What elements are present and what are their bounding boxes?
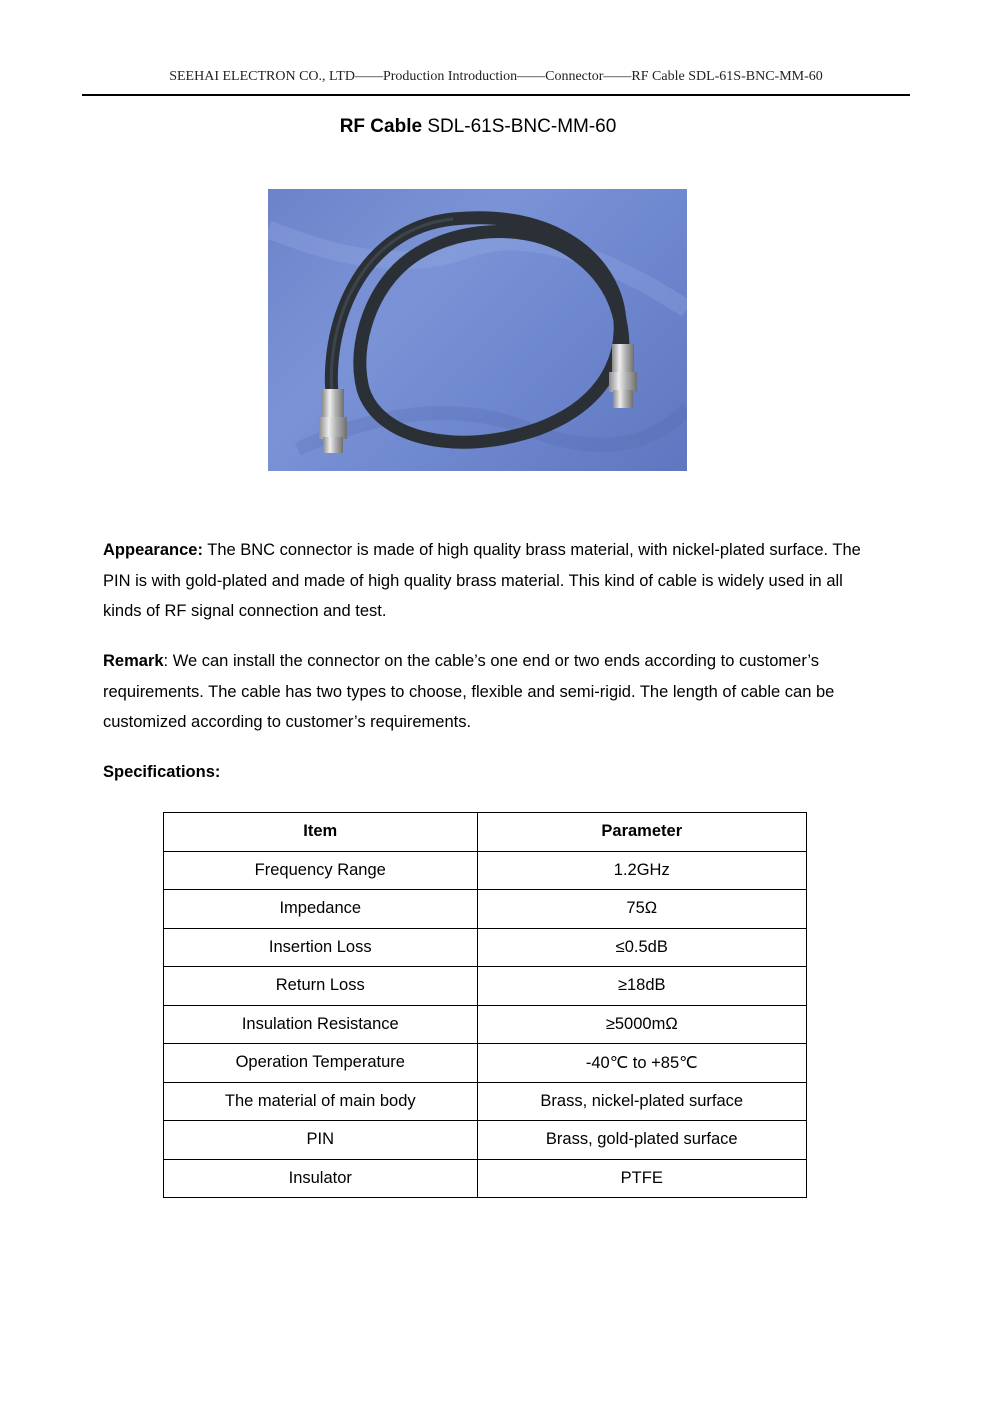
specifications-table: [163, 812, 807, 1198]
table-row: [164, 1082, 807, 1121]
row-item: Insertion Loss: [164, 928, 478, 967]
remark-paragraph: [103, 646, 873, 738]
table-row: [164, 1005, 807, 1044]
appearance-paragraph: [103, 535, 873, 627]
row-parameter: 75Ω: [477, 890, 806, 929]
row-item: Operation Temperature: [164, 1044, 478, 1083]
row-parameter: 1.2GHz: [477, 851, 806, 890]
table-row: [164, 851, 807, 890]
row-parameter: -40℃ to +85℃: [477, 1044, 806, 1083]
row-parameter: Brass, gold-plated surface: [477, 1121, 806, 1160]
right-bnc-connector: [609, 344, 637, 408]
row-item: Impedance: [164, 890, 478, 929]
remark-text: : We can install the connector on the cable’s one end or two ends according to customer’s requirements. The cable has two types to choose, flexible and semi-rigid. The length of cable can be customized according to customer’s requirements.: [103, 652, 835, 731]
remark-label: Remark: [103, 652, 164, 670]
table-row: [164, 928, 807, 967]
page-header-breadcrumb: SEEHAI ELECTRON CO., LTD——Production Introduction——Connector——RF Cable SDL-61S-BNC-MM-60: [169, 69, 823, 84]
row-parameter: Brass, nickel-plated surface: [477, 1082, 806, 1121]
table-row: [164, 1121, 807, 1160]
row-parameter: PTFE: [477, 1159, 806, 1198]
table-header-row: [164, 813, 807, 852]
row-item: PIN: [164, 1121, 478, 1160]
row-parameter: ≥18dB: [477, 967, 806, 1006]
table-row: [164, 890, 807, 929]
left-bnc-connector: [319, 389, 347, 453]
row-item: Return Loss: [164, 967, 478, 1006]
appearance-text: The BNC connector is made of high quality brass material, with nickel-plated surface. The PIN is with gold-plated and made of high quality brass material. This kind of cable is widely used in all kinds of RF signal connection and test.: [103, 541, 861, 620]
cable-illustration: [268, 189, 687, 471]
title-product-type: RF Cable: [339, 116, 423, 137]
row-item: Frequency Range: [164, 851, 478, 890]
row-item: Insulation Resistance: [164, 1005, 478, 1044]
column-header-item: Item: [164, 813, 478, 852]
header-divider: [82, 94, 910, 96]
column-header-parameter: Parameter: [477, 813, 806, 852]
product-photo: [268, 189, 687, 471]
page-title: [0, 116, 956, 138]
row-item: The material of main body: [164, 1082, 478, 1121]
specifications-heading: Specifications:: [103, 763, 221, 781]
row-item: Insulator: [164, 1159, 478, 1198]
appearance-label: Appearance:: [103, 541, 203, 559]
table-row: [164, 967, 807, 1006]
table-row: [164, 1159, 807, 1198]
row-parameter: ≥5000mΩ: [477, 1005, 806, 1044]
title-model-number: SDL-61S-BNC-MM-60: [422, 116, 617, 137]
table-row: [164, 1044, 807, 1083]
row-parameter: ≤0.5dB: [477, 928, 806, 967]
